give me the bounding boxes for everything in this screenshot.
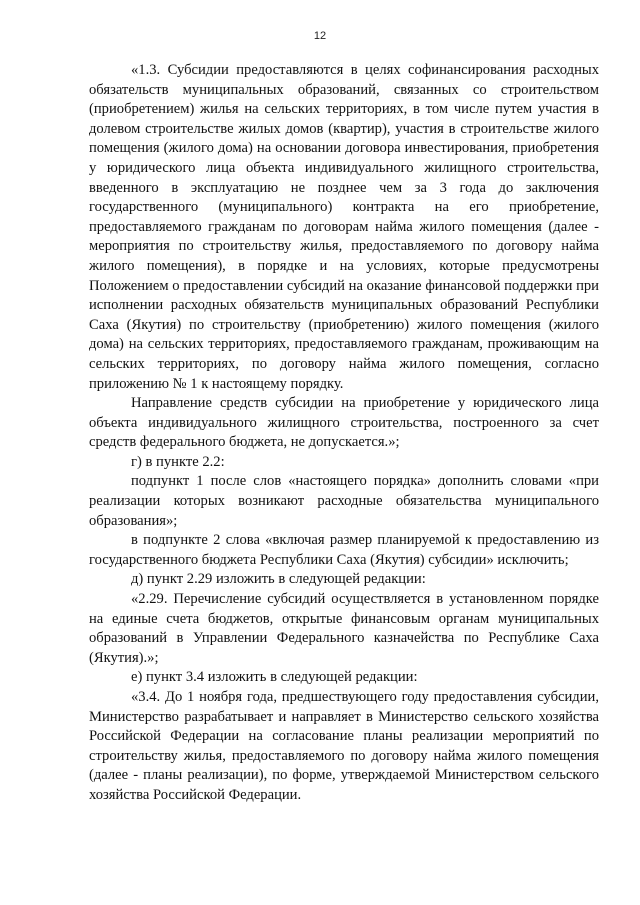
paragraph-prohibition: Направление средств субсидии на приобретение у юридического лица объекта индивидуального жилищного строительства, построенного за счет средств федерального бюджета, не допускается.»; — [89, 395, 599, 451]
paragraph-item-d: д) пункт 2.29 изложить в следующей редакции: — [131, 571, 426, 588]
paragraph-1-3: «1.3. Субсидии предоставляются в целях софинансирования расходных обязательств муниципальных образований, связанных со строительством (приобретением) жилья на сельских территориях, в том числе путем участия в долевом строительстве жилых домов (квартир), участия в строительстве жилого помещения (жилого дома) на основании договора инвестирования, приобретения у юридического лица объекта индивидуального жилищного строительства, введенного в эксплуатацию не позднее чем за 3 года до заключения государственного (муниципального) контракта на его приобретение, предоставляемого гражданам по договорам найма жилого помещения (далее - мероприятия по строительству жилья, предоставляемого по договору найма жилого помещения), в порядке и на условиях, которые предусмотрены Положением о предоставлении субсидий на оказание финансовой поддержки при исполнении расходных обязательств муниципальных образований Республики Саха (Якутия) по строительству (приобретению) жилого помещения (жилого дома) на сельских территориях, предоставляемого гражданам, проживающим на сельских территориях, по договору найма жилого помещения, согласно приложению № 1 к настоящему порядку. — [89, 62, 599, 392]
page-number: 12 — [313, 30, 327, 42]
document-body — [89, 61, 599, 806]
paragraph-3-4: «3.4. До 1 ноября года, предшествующего году предоставления субсидии, Министерство разрабатывает и направляет в Министерство сельского хозяйства Российской Федерации на согласование планы реализации мероприятий по строительству жилья, предоставляемого по договору найма жилого помещения (далее - планы реализации), по форме, утверждаемой Министерством сельского хозяйства Российской Федерации. — [89, 689, 599, 803]
paragraph-subitem-1: подпункт 1 после слов «настоящего порядка» дополнить словами «при реализации которых возникают расходные обязательства муниципального образования»; — [89, 473, 599, 529]
paragraph-item-g: г) в пункте 2.2: — [131, 453, 225, 470]
paragraph-item-e: е) пункт 3.4 изложить в следующей редакции: — [131, 669, 418, 686]
paragraph-subitem-2: в подпункте 2 слова «включая размер планируемой к предоставлению из государственного бюджета Республики Саха (Якутия) субсидии» исключить; — [89, 532, 599, 568]
paragraph-2-29: «2.29. Перечисление субсидий осуществляется в установленном порядке на единые счета бюджетов, открытые финансовым органам муниципальных образований в Управлении Федерального казначейства по Республике Саха (Якутия).»; — [89, 591, 599, 666]
